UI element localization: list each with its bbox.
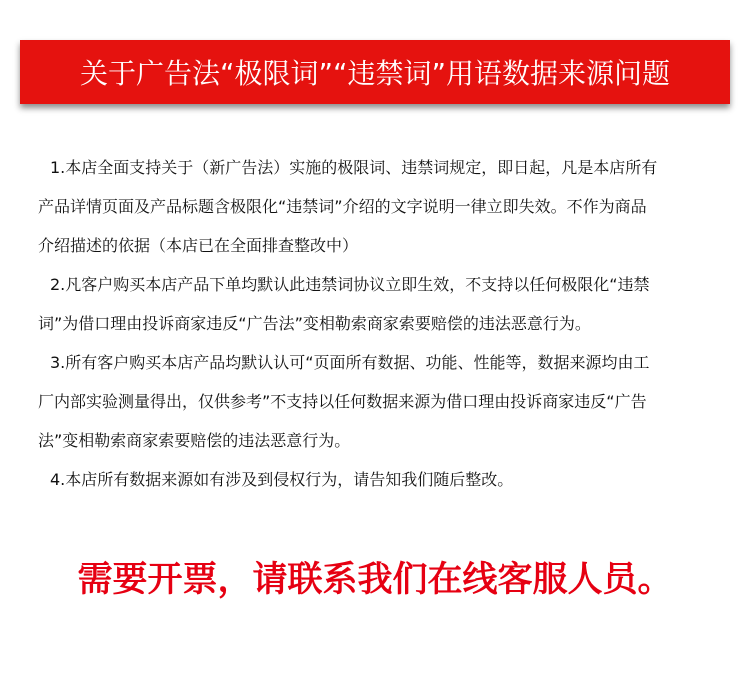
banner-title: 关于广告法“极限词”“违禁词”用语数据来源问题 [79, 57, 671, 90]
paragraph-4-line-1: 4.本店所有数据来源如有涉及到侵权行为，请告知我们随后整改。 [50, 470, 514, 489]
paragraph-1-line-3: 介绍描述的依据（本店已在全面排查整改中） [38, 236, 359, 255]
paragraph-2-line-2: 词”为借口理由投诉商家违反“广告法”变相勒索商家索要赔偿的违法恶意行为。 [38, 314, 591, 333]
paragraph-1-line-2: 产品详情页面及产品标题含极限化“违禁词”介绍的文字说明一律立即失效。不作为商品 [38, 197, 647, 216]
title-banner [20, 40, 730, 104]
paragraph-2-line-1: 2.凡客户购买本店产品下单均默认此违禁词协议立即生效，不支持以任何极限化“违禁 [50, 275, 650, 294]
notice-body [38, 148, 718, 499]
invoice-notice: 需要开票，请联系我们在线客服人员。 [77, 560, 673, 600]
paragraph-3-line-2: 厂内部实验测量得出，仅供参考”不支持以任何数据来源为借口理由投诉商家违反“广告 [38, 392, 647, 411]
paragraph-3-line-1: 3.所有客户购买本店产品均默认认可“页面所有数据、功能、性能等，数据来源均由工 [50, 353, 650, 372]
paragraph-3-line-3: 法”变相勒索商家索要赔偿的违法恶意行为。 [38, 431, 351, 450]
paragraph-1-line-1: 1.本店全面支持关于（新广告法）实施的极限词、违禁词规定，即日起，凡是本店所有 [50, 158, 658, 177]
